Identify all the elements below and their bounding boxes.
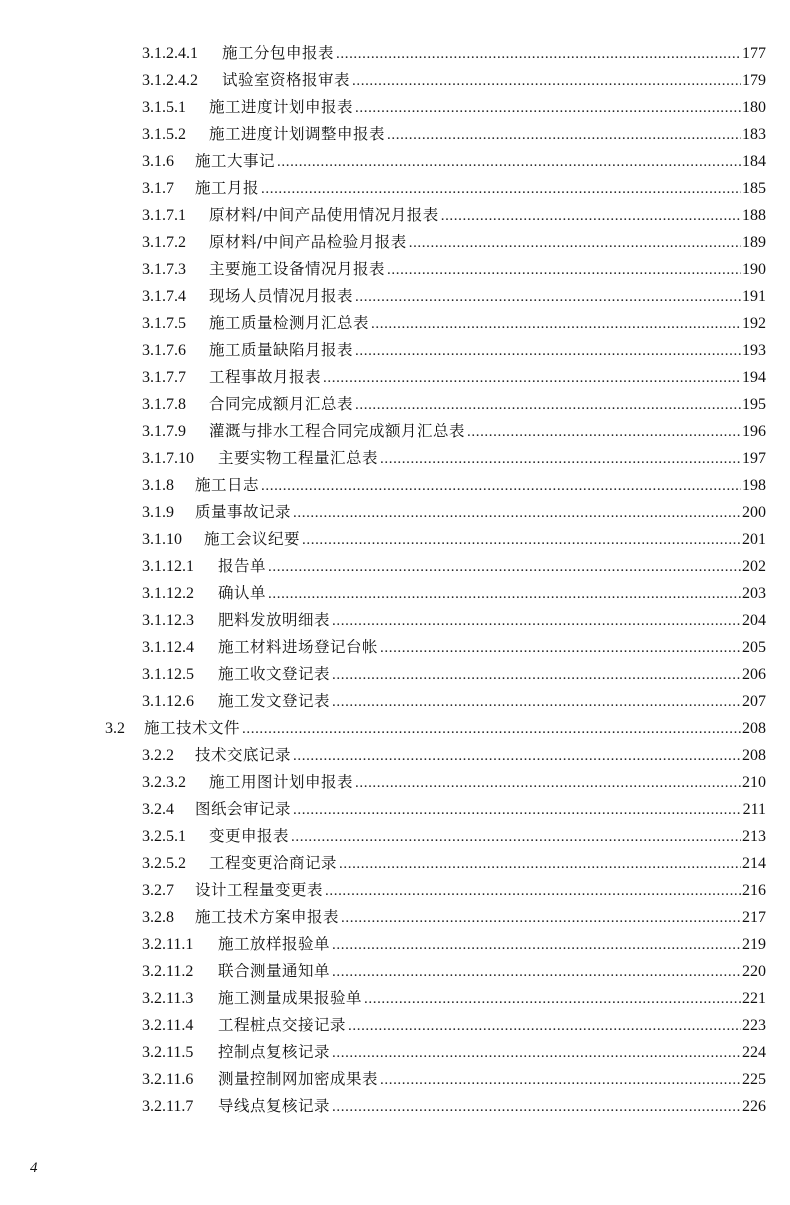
toc-entry-title: 施工收文登记表 [218,665,331,683]
toc-entry-page: 226 [742,1098,766,1115]
toc-entry[interactable] [142,338,766,362]
toc-entry-number: 3.1.7.5 [142,315,186,332]
toc-entry-page: 208 [742,720,766,737]
toc-entry[interactable] [142,581,766,605]
toc-entry-title: 肥料发放明细表 [218,611,331,629]
toc-entry-number: 3.2.5.2 [142,855,186,872]
dot-leader [336,42,741,66]
toc-entry[interactable] [142,797,766,821]
toc-entry-title: 施工材料进场登记台帐 [218,638,379,656]
dot-leader [332,1041,741,1065]
dot-leader [323,366,741,390]
toc-entry-title: 施工会议纪要 [204,530,301,548]
toc-entry-number: 3.1.12.2 [142,585,194,602]
toc-entry-page: 217 [742,909,766,926]
page-number: 4 [30,1160,38,1176]
toc-entry-number: 3.1.12.3 [142,612,194,629]
toc-entry-title: 原材料/中间产品检验月报表 [209,233,407,251]
dot-leader [371,312,741,336]
dot-leader [352,69,741,93]
toc-entry-number: 3.1.5.1 [142,99,186,116]
toc-entry-page: 198 [742,477,766,494]
toc-entry-page: 180 [742,99,766,116]
toc-entry-number: 3.1.8 [142,477,174,494]
toc-entry-title: 控制点复核记录 [218,1043,331,1061]
toc-entry-title: 施工技术文件 [144,719,241,737]
dot-leader [268,555,741,579]
dot-leader [332,663,741,687]
dot-leader [355,771,741,795]
toc-entry-page: 192 [742,315,766,332]
toc-entry-title: 施工质量缺陷月报表 [209,341,354,359]
toc-entry[interactable] [142,932,766,956]
toc-entry[interactable] [142,41,766,65]
toc-entry-number: 3.1.9 [142,504,174,521]
toc-entry-title: 灌溉与排水工程合同完成额月汇总表 [209,422,466,440]
toc-entry-title: 施工进度计划调整申报表 [209,125,386,143]
toc-entry-title: 技术交底记录 [195,746,292,764]
toc-entry[interactable] [142,392,766,416]
toc-entry-page: 183 [742,126,766,143]
dot-leader [348,1014,741,1038]
toc-entry-number: 3.2.11.1 [142,936,194,953]
toc-entry-page: 195 [742,396,766,413]
toc-entry-number: 3.2.2 [142,747,174,764]
toc-entry[interactable] [142,284,766,308]
dot-leader [441,204,741,228]
toc-entry-page: 213 [742,828,766,845]
toc-entry-page: 197 [742,450,766,467]
toc-entry[interactable] [142,1040,766,1064]
toc-entry-page: 190 [742,261,766,278]
toc-entry-number: 3.1.7.10 [142,450,194,467]
toc-entry-title: 主要施工设备情况月报表 [209,260,386,278]
toc-entry-title: 主要实物工程量汇总表 [218,449,379,467]
toc-entry[interactable] [142,1094,766,1118]
toc-entry-title: 设计工程量变更表 [195,881,324,899]
toc-entry[interactable] [142,419,766,443]
toc-entry-number: 3.1.7.1 [142,207,186,224]
dot-leader [332,690,741,714]
toc-entry-number: 3.1.12.1 [142,558,194,575]
toc-entry-title: 报告单 [218,557,267,575]
toc-entry-page: 210 [742,774,766,791]
dot-leader [261,177,741,201]
dot-leader [332,960,741,984]
toc-entry[interactable] [142,68,766,92]
dot-leader [355,96,741,120]
toc-entry-number: 3.2.11.5 [142,1044,194,1061]
dot-leader [332,933,741,957]
toc-entry-page: 200 [742,504,766,521]
toc-entry-title: 现场人员情况月报表 [209,287,354,305]
toc-entry-number: 3.1.12.4 [142,639,194,656]
toc-entry-title: 施工发文登记表 [218,692,331,710]
toc-entry[interactable] [142,122,766,146]
toc-entry-page: 204 [742,612,766,629]
dot-leader [364,987,741,1011]
toc-entry[interactable] [142,689,766,713]
toc-entry-page: 189 [742,234,766,251]
toc-entry-page: 201 [742,531,766,548]
dot-leader [293,798,742,822]
toc-entry-number: 3.1.7.2 [142,234,186,251]
toc-entry-number: 3.1.7.4 [142,288,186,305]
toc-entry-number: 3.1.5.2 [142,126,186,143]
toc-entry-title: 施工分包申报表 [222,44,335,62]
toc-entry-title: 确认单 [218,584,267,602]
toc-entry[interactable] [142,878,766,902]
toc-entry-number: 3.2 [105,720,125,737]
toc-entry-page: 207 [742,693,766,710]
dot-leader [242,717,741,741]
toc-entry-number: 3.2.11.7 [142,1098,194,1115]
toc-entry[interactable] [142,1067,766,1091]
dot-leader [261,474,741,498]
toc-entry-page: 224 [742,1044,766,1061]
toc-entry-number: 3.1.6 [142,153,174,170]
toc-entry-number: 3.2.5.1 [142,828,186,845]
toc-entry[interactable] [142,851,766,875]
toc-entry-number: 3.2.11.3 [142,990,194,1007]
dot-leader [291,825,741,849]
toc-entry-page: 211 [742,801,766,818]
dot-leader [467,420,741,444]
toc-entry-page: 184 [742,153,766,170]
toc-entry-title: 施工测量成果报验单 [218,989,363,1007]
toc-entry[interactable] [142,770,766,794]
toc-entry[interactable] [142,743,766,767]
toc-entry[interactable] [142,95,766,119]
toc-entry-page: 193 [742,342,766,359]
toc-entry[interactable] [142,365,766,389]
toc-entry[interactable] [142,446,766,470]
toc-entry-page: 196 [742,423,766,440]
dot-leader [325,879,741,903]
toc-entry-title: 施工技术方案申报表 [195,908,340,926]
toc-entry-page: 179 [742,72,766,89]
toc-entry-title: 施工质量检测月汇总表 [209,314,370,332]
toc-entry-page: 219 [742,936,766,953]
dot-leader [409,231,741,255]
toc-entry-page: 223 [742,1017,766,1034]
toc-entry[interactable] [142,554,766,578]
dot-leader [380,1068,741,1092]
dot-leader [387,123,741,147]
dot-leader [355,339,741,363]
toc-entry-title: 试验室资格报审表 [222,71,351,89]
dot-leader [355,285,741,309]
toc-entry-page: 188 [742,207,766,224]
toc-entry-page: 216 [742,882,766,899]
toc-entry-number: 3.2.11.4 [142,1017,194,1034]
toc-entry-number: 3.1.2.4.2 [142,72,198,89]
toc-entry-title: 施工日志 [195,476,260,494]
toc-entry-number: 3.1.10 [142,531,182,548]
toc-entry-page: 194 [742,369,766,386]
toc-entry-number: 3.1.2.4.1 [142,45,198,62]
toc-entry-page: 225 [742,1071,766,1088]
toc-entry-title: 测量控制网加密成果表 [218,1070,379,1088]
dot-leader [277,150,741,174]
toc-entry-number: 3.2.7 [142,882,174,899]
toc-entry[interactable] [142,176,766,200]
toc-entry-number: 3.2.8 [142,909,174,926]
toc-entry-number: 3.1.7.8 [142,396,186,413]
toc-entry[interactable] [142,311,766,335]
toc-entry-page: 191 [742,288,766,305]
toc-entry[interactable] [142,662,766,686]
toc-entry-title: 变更申报表 [209,827,290,845]
dot-leader [293,744,741,768]
toc-entry-page: 202 [742,558,766,575]
toc-entry-number: 3.1.7.7 [142,369,186,386]
toc-entry[interactable] [142,986,766,1010]
toc-entry[interactable] [142,473,766,497]
toc-entry-number: 3.1.12.5 [142,666,194,683]
dot-leader [380,447,741,471]
toc-entry-title: 施工大事记 [195,152,276,170]
toc-entry-number: 3.2.11.2 [142,963,194,980]
toc-entry[interactable] [105,716,766,740]
toc-entry[interactable] [142,203,766,227]
toc-entry[interactable] [142,905,766,929]
toc-entry-page: 203 [742,585,766,602]
toc-entry-title: 工程桩点交接记录 [218,1016,347,1034]
dot-leader [293,501,741,525]
toc-entry-page: 221 [742,990,766,1007]
toc-entry-title: 合同完成额月汇总表 [209,395,354,413]
dot-leader [302,528,741,552]
toc-entry-number: 3.1.7.9 [142,423,186,440]
toc-entry-title: 施工进度计划申报表 [209,98,354,116]
toc-entry-title: 质量事故记录 [195,503,292,521]
toc-entry-number: 3.2.11.6 [142,1071,194,1088]
toc-entry-number: 3.1.7.3 [142,261,186,278]
toc-entry-title: 工程变更洽商记录 [209,854,338,872]
toc-entry[interactable] [142,257,766,281]
toc-entry-number: 3.1.7.6 [142,342,186,359]
dot-leader [332,609,741,633]
toc-entry-title: 施工放样报验单 [218,935,331,953]
toc-entry[interactable] [142,527,766,551]
toc-entry[interactable] [142,1013,766,1037]
toc-entry[interactable] [142,608,766,632]
dot-leader [268,582,741,606]
toc-entry-number: 3.1.12.6 [142,693,194,710]
dot-leader [387,258,741,282]
dot-leader [380,636,741,660]
toc-entry[interactable] [142,824,766,848]
toc-entry-title: 施工月报 [195,179,260,197]
toc-entry-page: 177 [742,45,766,62]
toc-entry[interactable] [142,635,766,659]
toc-entry-page: 214 [742,855,766,872]
toc-entry-page: 208 [742,747,766,764]
dot-leader [355,393,741,417]
toc-entry-title: 导线点复核记录 [218,1097,331,1115]
toc-entry-title: 施工用图计划申报表 [209,773,354,791]
toc-entry-page: 185 [742,180,766,197]
toc-entry-page: 206 [742,666,766,683]
toc-entry-title: 原材料/中间产品使用情况月报表 [209,206,439,224]
toc-entry-title: 图纸会审记录 [195,800,292,818]
dot-leader [341,906,741,930]
toc-entry-number: 3.1.7 [142,180,174,197]
toc-entry[interactable] [142,959,766,983]
toc-entry-page: 220 [742,963,766,980]
dot-leader [339,852,741,876]
toc-entry[interactable] [142,230,766,254]
dot-leader [332,1095,741,1119]
toc-entry-title: 联合测量通知单 [218,962,331,980]
toc-entry-number: 3.2.3.2 [142,774,186,791]
toc-entry-number: 3.2.4 [142,801,174,818]
toc-entry-title: 工程事故月报表 [209,368,322,386]
toc-entry[interactable] [142,500,766,524]
toc-entry[interactable] [142,149,766,173]
toc-entry-page: 205 [742,639,766,656]
